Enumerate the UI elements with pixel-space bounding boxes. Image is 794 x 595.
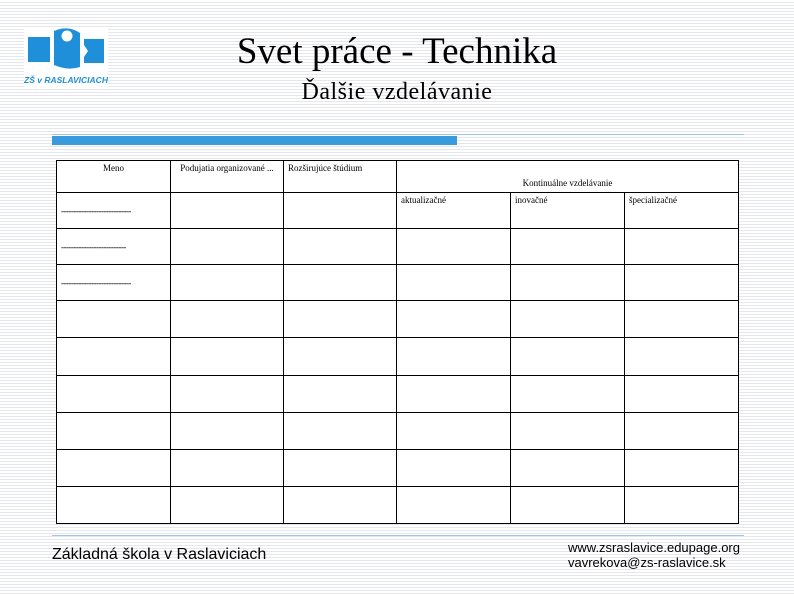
table-cell[interactable] — [511, 375, 625, 412]
table-row — [57, 486, 739, 523]
table-cell[interactable] — [171, 301, 284, 338]
footer-website-link[interactable]: www.zsraslavice.edupage.org — [568, 540, 740, 555]
table-cell[interactable] — [397, 229, 511, 265]
subheader-specializacne: špecializačné — [625, 193, 739, 229]
table-row — [57, 229, 739, 265]
table-cell[interactable] — [57, 375, 171, 412]
table-cell[interactable] — [625, 338, 739, 375]
logo-text: ZŠ v RASLAVICIACH — [24, 75, 108, 85]
footer-contact — [568, 540, 740, 570]
table-cell[interactable] — [511, 412, 625, 449]
table-row — [57, 449, 739, 486]
table-cell[interactable] — [511, 301, 625, 338]
table-cell[interactable] — [625, 449, 739, 486]
table-cell[interactable] — [397, 265, 511, 301]
table-cell[interactable] — [284, 265, 397, 301]
subheader-inovacne: inovačné — [511, 193, 625, 229]
table-cell[interactable] — [57, 486, 171, 523]
header-meno: Meno — [57, 161, 171, 193]
table-cell[interactable] — [57, 301, 171, 338]
table-cell[interactable] — [57, 449, 171, 486]
table-cell[interactable] — [625, 412, 739, 449]
footer-school-name: Základná škola v Raslaviciach — [52, 546, 267, 563]
footer-divider-line — [52, 535, 744, 536]
header-accent-bar — [52, 136, 457, 145]
table-cell[interactable] — [171, 193, 284, 229]
footer-email-link[interactable]: vavrekova@zs-raslavice.sk — [568, 555, 726, 570]
table-cell[interactable] — [625, 486, 739, 523]
table-row — [57, 301, 739, 338]
table-cell[interactable] — [397, 449, 511, 486]
page-subtitle: Ďalšie vzdelávanie — [301, 79, 493, 105]
header-kontinualne: Kontinuálne vzdelávanie — [397, 161, 739, 193]
table-cell[interactable] — [625, 229, 739, 265]
table-cell[interactable] — [171, 229, 284, 265]
table-cell[interactable] — [511, 229, 625, 265]
table-cell[interactable] — [397, 412, 511, 449]
table-cell[interactable] — [625, 301, 739, 338]
table-header-row — [57, 161, 739, 193]
table-cell[interactable] — [511, 486, 625, 523]
table-cell[interactable] — [625, 375, 739, 412]
table-cell[interactable] — [397, 486, 511, 523]
table-cell[interactable] — [511, 338, 625, 375]
name-cell[interactable]: ---------------------------- — [57, 193, 171, 229]
table-cell[interactable] — [397, 301, 511, 338]
table-cell[interactable] — [284, 375, 397, 412]
table-cell[interactable] — [511, 449, 625, 486]
table-cell[interactable] — [284, 229, 397, 265]
table-row — [57, 412, 739, 449]
education-table — [56, 160, 739, 524]
table-cell[interactable] — [57, 338, 171, 375]
table-cell[interactable] — [625, 265, 739, 301]
table-row — [57, 338, 739, 375]
table-cell[interactable] — [171, 486, 284, 523]
table-cell[interactable] — [397, 375, 511, 412]
table-cell[interactable] — [171, 375, 284, 412]
table-cell[interactable] — [284, 486, 397, 523]
subheader-aktualizacne: aktualizačné — [397, 193, 511, 229]
header-podujatia: Podujatia organizované ... — [171, 161, 284, 193]
table-cell[interactable] — [171, 338, 284, 375]
table-cell[interactable] — [397, 338, 511, 375]
name-cell[interactable]: -------------------------- — [57, 229, 171, 265]
table-cell[interactable] — [57, 412, 171, 449]
table-cell[interactable] — [284, 412, 397, 449]
page-title: Svet práce - Technika — [236, 31, 558, 72]
table-cell[interactable] — [511, 265, 625, 301]
table-cell[interactable] — [284, 301, 397, 338]
name-cell[interactable]: ---------------------------- — [57, 265, 171, 301]
table-cell[interactable] — [171, 265, 284, 301]
table-cell[interactable] — [171, 449, 284, 486]
table-cell[interactable] — [284, 338, 397, 375]
header-rozsirujuce: Rozširujúce štúdium — [284, 161, 397, 193]
header-divider-line — [52, 134, 744, 135]
table-row — [57, 375, 739, 412]
table-row — [57, 265, 739, 301]
table-row — [57, 193, 739, 229]
table-cell[interactable] — [284, 449, 397, 486]
table-cell[interactable] — [171, 412, 284, 449]
table-cell[interactable] — [284, 193, 397, 229]
